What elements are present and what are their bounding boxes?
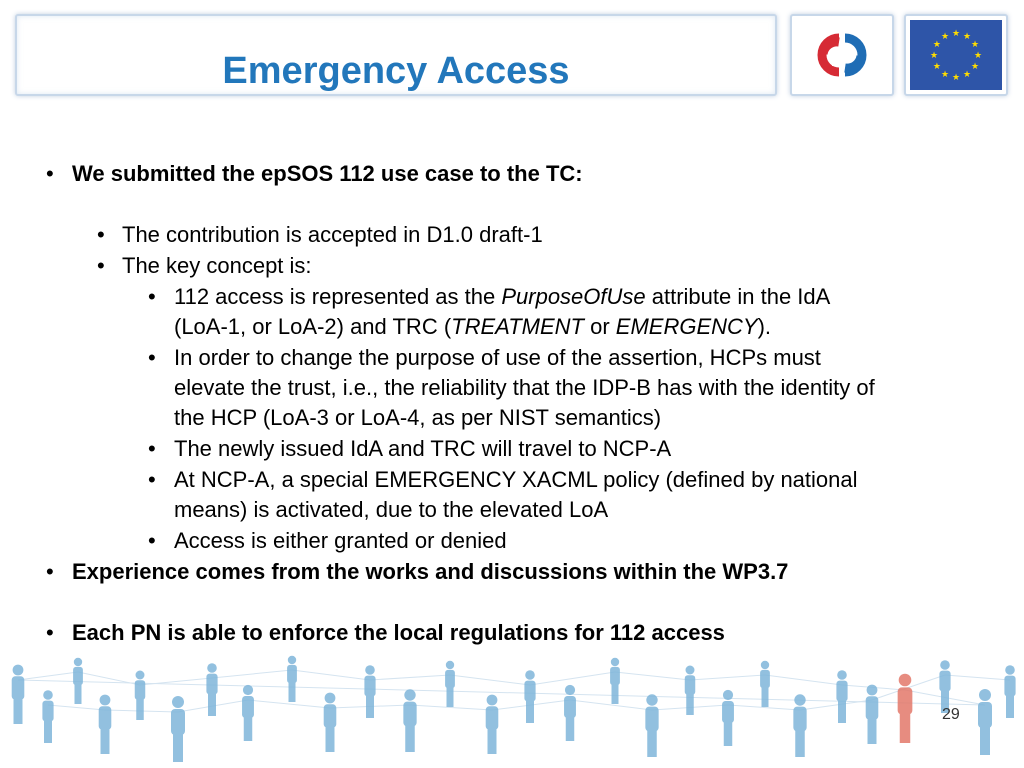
- text-run: attribute in the IdA: [645, 284, 831, 309]
- bullet-marker: •: [97, 222, 105, 247]
- item-purpose-of-use: [174, 284, 830, 310]
- subbullet-key-concept: The key concept is:: [122, 253, 312, 278]
- text-run-italic: EMERGENCY: [615, 314, 758, 339]
- person-icon: [73, 658, 83, 704]
- network-line: [765, 675, 842, 685]
- network-line: [615, 672, 690, 680]
- bullet-marker: •: [148, 467, 156, 492]
- network-line: [570, 700, 652, 710]
- page-number: 29: [942, 706, 960, 723]
- person-icon: [486, 695, 499, 754]
- person-icon: [836, 670, 847, 723]
- item-purpose-of-use-cont: [174, 314, 771, 340]
- person-icon: [760, 661, 770, 707]
- person-highlight-icon: [898, 674, 913, 743]
- person-icon: [42, 690, 53, 743]
- item-ncp-a-policy-1: At NCP-A, a special EMERGENCY XACML policy (defined by national: [174, 467, 858, 492]
- person-icon: [12, 665, 25, 724]
- network-line: [292, 670, 370, 680]
- bullet-marker: •: [46, 161, 54, 186]
- text-run-italic: TREATMENT: [451, 314, 584, 339]
- network-line: [945, 675, 1010, 680]
- person-icon: [287, 656, 297, 702]
- person-icon: [645, 694, 658, 757]
- eu-star-icon: ★: [932, 61, 941, 71]
- item-newly-issued: The newly issued IdA and TRC will travel to NCP-A: [174, 436, 672, 461]
- item-elevate-trust-1: In order to change the purpose of use of the assertion, HCPs must: [174, 345, 821, 370]
- text-run: 112 access is represented as the: [174, 284, 502, 309]
- item-ncp-a-policy-2: means) is activated, due to the elevated LoA: [174, 497, 609, 522]
- bullet-marker: •: [46, 559, 54, 584]
- bullet-marker: •: [46, 620, 54, 645]
- eu-star-icon: ★: [973, 50, 983, 60]
- eu-star-icon: ★: [971, 61, 980, 71]
- person-icon: [403, 689, 416, 752]
- person-icon: [445, 661, 455, 707]
- eu-star-icon: ★: [932, 39, 941, 49]
- slide-title: Emergency Access: [222, 50, 570, 92]
- network-line: [370, 675, 450, 680]
- person-icon: [1004, 665, 1015, 718]
- network-line: [212, 670, 292, 678]
- person-icon: [685, 666, 696, 716]
- person-icon: [364, 665, 375, 718]
- item-elevate-trust-2: elevate the trust, i.e., the reliability that the IDP-B has with the identity of: [174, 375, 875, 400]
- bullet-marker: •: [148, 345, 156, 370]
- bullet-epsos-submitted: We submitted the epSOS 112 use case to the TC:: [72, 161, 583, 186]
- eu-star-icon: ★: [971, 39, 980, 49]
- eu-star-icon: ★: [951, 72, 961, 82]
- person-icon: [564, 685, 576, 741]
- text-run: (LoA-1, or LoA-2) and TRC (: [174, 314, 452, 339]
- eu-star-icon: ★: [962, 30, 972, 41]
- person-icon: [324, 693, 337, 752]
- person-icon: [610, 658, 620, 704]
- eu-star-icon: ★: [940, 69, 950, 80]
- network-line: [18, 672, 78, 680]
- item-elevate-trust-3: the HCP (LoA-3 or LoA-4, as per NIST semantics): [174, 405, 662, 430]
- bullet-marker: •: [148, 284, 156, 309]
- network-line: [450, 675, 530, 685]
- bullet-marker: •: [148, 528, 156, 553]
- network-line: [530, 672, 615, 685]
- text-run: ).: [757, 314, 772, 339]
- person-icon: [135, 671, 146, 721]
- text-run-italic: PurposeOfUse: [501, 284, 646, 309]
- person-icon: [978, 689, 992, 755]
- network-line: [48, 705, 105, 710]
- subbullet-contribution: The contribution is accepted in D1.0 draft-1: [122, 222, 543, 247]
- person-icon: [793, 694, 806, 757]
- text-run: or: [583, 314, 616, 339]
- people-network-illustration: [0, 640, 1024, 768]
- bullet-marker: •: [148, 436, 156, 461]
- eu-star-icon: ★: [940, 30, 950, 41]
- item-access-granted: Access is either granted or denied: [174, 528, 507, 553]
- person-icon: [524, 670, 535, 723]
- person-icon: [99, 695, 112, 754]
- eu-star-icon: ★: [929, 50, 939, 60]
- eu-star-icon: ★: [962, 69, 972, 80]
- person-icon: [171, 696, 185, 762]
- person-icon: [206, 663, 217, 716]
- person-icon: [866, 685, 879, 744]
- eu-star-icon: ★: [951, 28, 961, 38]
- network-line: [690, 675, 765, 680]
- person-icon: [242, 685, 254, 741]
- bullet-experience: Experience comes from the works and discussions within the WP3.7: [72, 559, 789, 584]
- bullet-each-pn: Each PN is able to enforce the local regulations for 112 access: [72, 620, 725, 645]
- bullet-marker: •: [97, 253, 105, 278]
